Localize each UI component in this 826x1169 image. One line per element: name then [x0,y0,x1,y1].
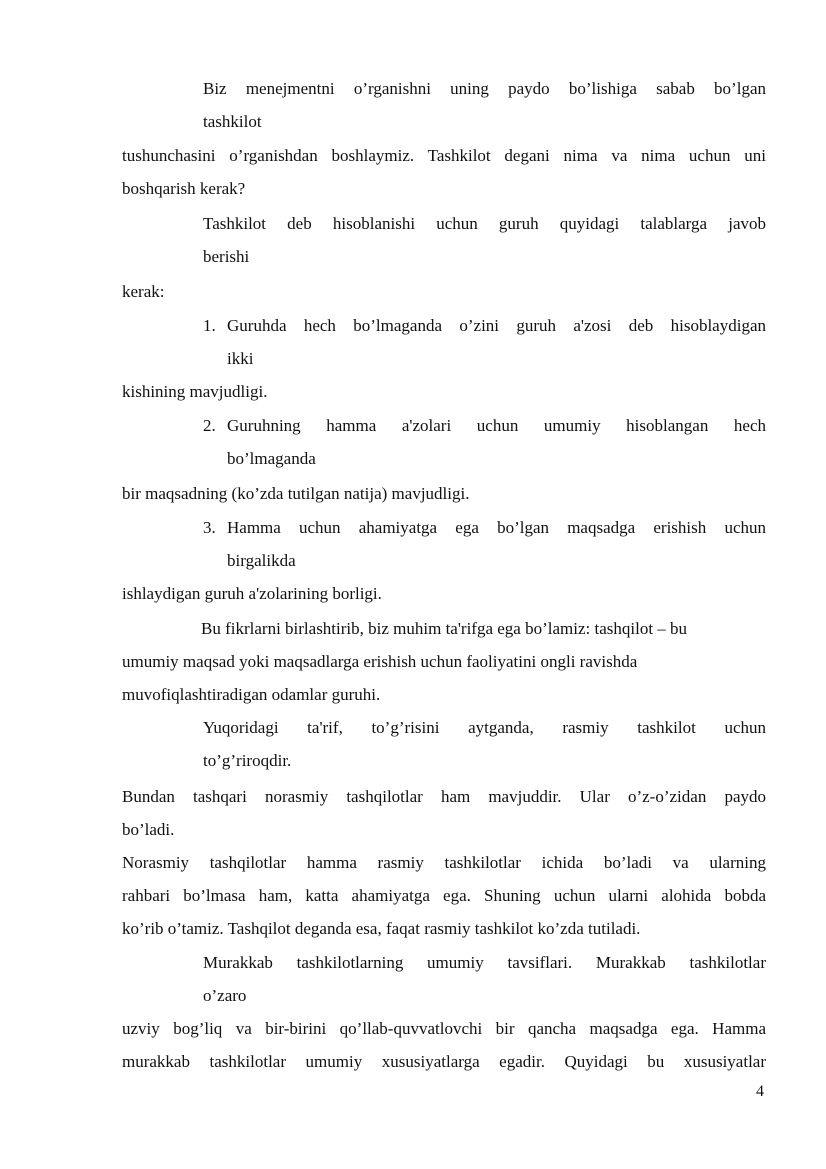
paragraph-line: Tashkilot deb hisoblanishi uchun guruh quyidagi talablarga javob [203,214,766,233]
paragraph-line: Yuqoridagi ta'rif, to’g’risini aytganda, rasmiy tashkilot uchun [203,718,766,737]
paragraph-line: to’g’riroqdir. [203,751,292,770]
paragraph-line: murakkab tashkilotlar umumiy xususiyatlarga egadir. Quyidagi bu xususiyatlar [122,1052,766,1071]
paragraph-line: Bu fikrlarni birlashtirib, biz muhim ta'rifga ega bo’lamiz: tashqilot – bu [201,619,688,638]
list-item-line: Hamma uchun ahamiyatga ega bo’lgan maqsadga erishish uchun [227,518,766,537]
paragraph-line: o’zaro [203,986,247,1005]
paragraph-line: uzviy bog’liq va bir-birini qo’llab-quvvatlovchi bir qancha maqsadga ega. Hamma [122,1019,766,1038]
paragraph-line: kerak: [122,282,165,301]
paragraph-line: boshqarish kerak? [122,179,246,198]
paragraph-line: rahbari bo’lmasa ham, katta ahamiyatga ega. Shuning uchun ularni alohida bobda [122,886,766,905]
list-item-continuation: kishining mavjudligi. [122,382,268,401]
list-item-line: bo’lmaganda [227,449,316,468]
paragraph-line: muvofiqlashtiradigan odamlar guruhi. [122,685,381,704]
list-item-line: ikki [227,349,254,368]
paragraph-line: ko’rib o’tamiz. Tashqilot deganda esa, faqat rasmiy tashkilot ko’zda tutiladi. [122,919,641,938]
list-item-line: Guruhda hech bo’lmaganda o’zini guruh a'zosi deb hisoblaydigan [227,316,766,335]
paragraph-line: berishi [203,247,250,266]
paragraph-line: tashkilot [203,112,262,131]
paragraph-line: Bundan tashqari norasmiy tashqilotlar ham mavjuddir. Ular o’z-o’zidan paydo [122,787,766,806]
paragraph-line: Biz menejmentni o’rganishni uning paydo bo’lishiga sabab bo’lgan [203,79,766,98]
list-number: 2. [203,416,216,435]
list-item-continuation: bir maqsadning (ko’zda tutilgan natija) mavjudligi. [122,484,470,503]
list-number: 3. [203,518,216,537]
list-item-line: birgalikda [227,551,296,570]
page-number: 4 [756,1083,764,1100]
paragraph-line: Murakkab tashkilotlarning umumiy tavsiflari. Murakkab tashkilotlar [203,953,766,972]
paragraph-line: umumiy maqsad yoki maqsadlarga erishish uchun faoliyatini ongli ravishda [122,652,638,671]
paragraph-line: tushunchasini o’rganishdan boshlaymiz. Tashkilot degani nima va nima uchun uni [122,146,766,165]
list-number: 1. [203,316,216,335]
paragraph-line: Norasmiy tashqilotlar hamma rasmiy tashkilotlar ichida bo’ladi va ularning [122,853,766,872]
list-item-continuation: ishlaydigan guruh a'zolarining borligi. [122,584,382,603]
list-item-line: Guruhning hamma a'zolari uchun umumiy hisoblangan hech [227,416,766,435]
paragraph-line: bo’ladi. [122,820,175,839]
